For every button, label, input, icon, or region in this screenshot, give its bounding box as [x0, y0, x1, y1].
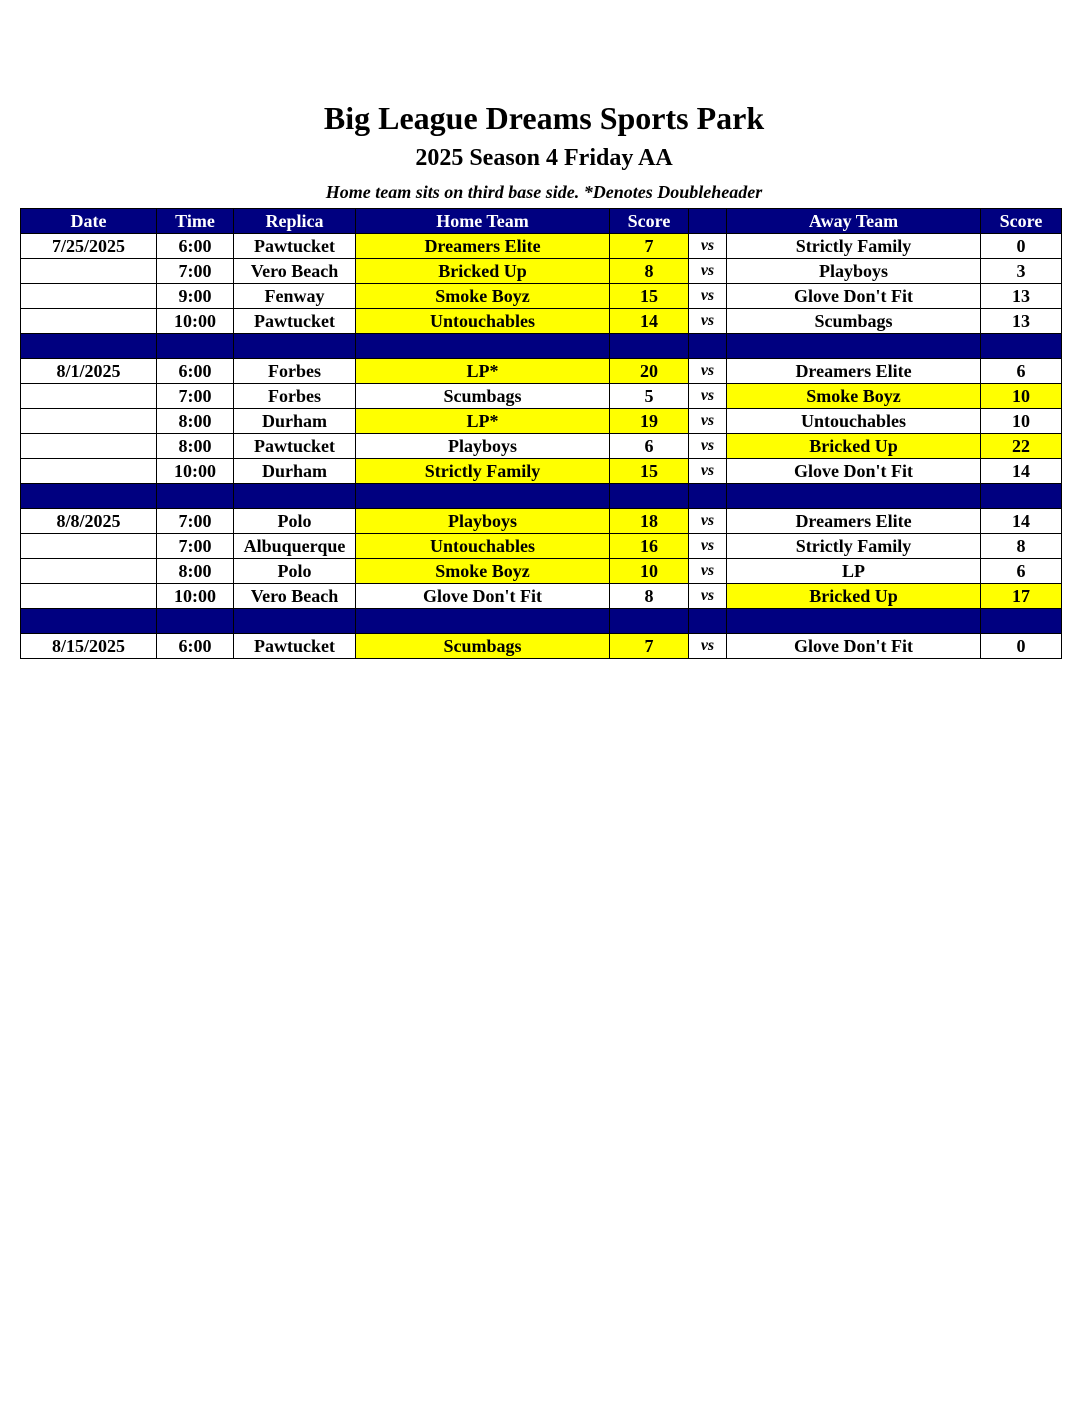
away-score-cell: 14 [981, 509, 1062, 534]
home-score-cell: 6 [610, 434, 689, 459]
time-cell: 10:00 [157, 309, 234, 334]
header-home-team: Home Team [356, 209, 610, 234]
vs-cell: vs [689, 534, 727, 559]
replica-cell: Durham [234, 409, 356, 434]
replica-cell: Albuquerque [234, 534, 356, 559]
date-cell [21, 559, 157, 584]
home-score-cell: 15 [610, 459, 689, 484]
separator-cell [234, 484, 356, 509]
schedule-body [21, 234, 1062, 659]
time-cell: 8:00 [157, 409, 234, 434]
replica-cell: Durham [234, 459, 356, 484]
home-team-cell: Strictly Family [356, 459, 610, 484]
time-cell: 10:00 [157, 459, 234, 484]
separator-cell [727, 334, 981, 359]
away-score-cell: 6 [981, 559, 1062, 584]
away-score-cell: 13 [981, 309, 1062, 334]
vs-cell: vs [689, 359, 727, 384]
home-team-cell: Glove Don't Fit [356, 584, 610, 609]
away-score-cell: 3 [981, 259, 1062, 284]
away-score-cell: 22 [981, 434, 1062, 459]
separator-cell [610, 334, 689, 359]
vs-cell: vs [689, 384, 727, 409]
separator-cell [21, 334, 157, 359]
time-cell: 6:00 [157, 634, 234, 659]
away-score-cell: 10 [981, 409, 1062, 434]
home-team-cell: Smoke Boyz [356, 559, 610, 584]
home-team-cell: LP* [356, 409, 610, 434]
time-cell: 7:00 [157, 509, 234, 534]
time-cell: 8:00 [157, 434, 234, 459]
replica-cell: Vero Beach [234, 584, 356, 609]
home-score-cell: 5 [610, 384, 689, 409]
separator-cell [157, 609, 234, 634]
vs-cell: vs [689, 259, 727, 284]
replica-cell: Polo [234, 559, 356, 584]
date-cell [21, 309, 157, 334]
home-score-cell: 7 [610, 234, 689, 259]
home-team-cell: LP* [356, 359, 610, 384]
separator-cell [689, 609, 727, 634]
vs-cell: vs [689, 459, 727, 484]
replica-cell: Pawtucket [234, 309, 356, 334]
date-cell [21, 284, 157, 309]
header-home-score: Score [610, 209, 689, 234]
table-row [21, 634, 1062, 659]
home-score-cell: 10 [610, 559, 689, 584]
table-row [21, 534, 1062, 559]
replica-cell: Pawtucket [234, 434, 356, 459]
vs-cell: vs [689, 634, 727, 659]
separator-cell [610, 484, 689, 509]
date-cell: 8/15/2025 [21, 634, 157, 659]
away-score-cell: 10 [981, 384, 1062, 409]
vs-cell: vs [689, 559, 727, 584]
separator-row [21, 609, 1062, 634]
vs-cell: vs [689, 434, 727, 459]
time-cell: 7:00 [157, 534, 234, 559]
table-row [21, 384, 1062, 409]
away-score-cell: 13 [981, 284, 1062, 309]
away-team-cell: Dreamers Elite [727, 509, 981, 534]
vs-cell: vs [689, 309, 727, 334]
time-cell: 7:00 [157, 259, 234, 284]
away-team-cell: LP [727, 559, 981, 584]
replica-cell: Forbes [234, 359, 356, 384]
separator-cell [234, 334, 356, 359]
replica-cell: Pawtucket [234, 234, 356, 259]
date-cell [21, 434, 157, 459]
separator-cell [21, 484, 157, 509]
table-row [21, 584, 1062, 609]
separator-cell [356, 484, 610, 509]
away-team-cell: Glove Don't Fit [727, 459, 981, 484]
table-row [21, 459, 1062, 484]
separator-cell [727, 609, 981, 634]
date-cell [21, 409, 157, 434]
home-score-cell: 8 [610, 584, 689, 609]
page-subtitle: 2025 Season 4 Friday AA [415, 145, 673, 171]
separator-cell [356, 609, 610, 634]
date-cell [21, 534, 157, 559]
date-cell: 7/25/2025 [21, 234, 157, 259]
table-row [21, 309, 1062, 334]
replica-cell: Vero Beach [234, 259, 356, 284]
table-row [21, 509, 1062, 534]
home-team-cell: Untouchables [356, 534, 610, 559]
table-row [21, 234, 1062, 259]
home-team-cell: Untouchables [356, 309, 610, 334]
vs-cell: vs [689, 234, 727, 259]
separator-cell [234, 609, 356, 634]
header-vs [689, 209, 727, 234]
separator-row [21, 334, 1062, 359]
separator-cell [157, 334, 234, 359]
home-team-cell: Playboys [356, 509, 610, 534]
home-score-cell: 7 [610, 634, 689, 659]
replica-cell: Fenway [234, 284, 356, 309]
header-row [21, 209, 1062, 234]
replica-cell: Pawtucket [234, 634, 356, 659]
home-score-cell: 19 [610, 409, 689, 434]
separator-cell [21, 609, 157, 634]
separator-cell [689, 334, 727, 359]
vs-cell: vs [689, 409, 727, 434]
page-title: Big League Dreams Sports Park [323, 100, 765, 136]
separator-cell [356, 334, 610, 359]
vs-cell: vs [689, 284, 727, 309]
away-score-cell: 0 [981, 234, 1062, 259]
away-team-cell: Bricked Up [727, 434, 981, 459]
separator-cell [981, 609, 1062, 634]
date-cell [21, 584, 157, 609]
away-team-cell: Glove Don't Fit [727, 284, 981, 309]
date-cell [21, 259, 157, 284]
home-score-cell: 8 [610, 259, 689, 284]
replica-cell: Polo [234, 509, 356, 534]
time-cell: 10:00 [157, 584, 234, 609]
away-team-cell: Untouchables [727, 409, 981, 434]
header-away-team: Away Team [727, 209, 981, 234]
schedule-note: Home team sits on third base side. *Denotes Doubleheader [325, 182, 763, 202]
separator-cell [610, 609, 689, 634]
table-row [21, 259, 1062, 284]
home-team-cell: Scumbags [356, 634, 610, 659]
separator-cell [981, 484, 1062, 509]
date-cell: 8/8/2025 [21, 509, 157, 534]
away-score-cell: 0 [981, 634, 1062, 659]
table-row [21, 434, 1062, 459]
home-team-cell: Dreamers Elite [356, 234, 610, 259]
home-score-cell: 16 [610, 534, 689, 559]
time-cell: 6:00 [157, 359, 234, 384]
home-score-cell: 15 [610, 284, 689, 309]
home-team-cell: Scumbags [356, 384, 610, 409]
away-team-cell: Strictly Family [727, 234, 981, 259]
away-team-cell: Strictly Family [727, 534, 981, 559]
header-date: Date [21, 209, 157, 234]
separator-cell [981, 334, 1062, 359]
home-score-cell: 14 [610, 309, 689, 334]
time-cell: 7:00 [157, 384, 234, 409]
away-score-cell: 8 [981, 534, 1062, 559]
separator-cell [689, 484, 727, 509]
vs-cell: vs [689, 584, 727, 609]
away-score-cell: 17 [981, 584, 1062, 609]
separator-cell [727, 484, 981, 509]
time-cell: 6:00 [157, 234, 234, 259]
home-score-cell: 18 [610, 509, 689, 534]
date-cell: 8/1/2025 [21, 359, 157, 384]
table-row [21, 284, 1062, 309]
table-row [21, 409, 1062, 434]
header-time: Time [157, 209, 234, 234]
separator-row [21, 484, 1062, 509]
table-row [21, 359, 1062, 384]
vs-cell: vs [689, 509, 727, 534]
away-team-cell: Dreamers Elite [727, 359, 981, 384]
schedule-table [20, 208, 1062, 659]
away-team-cell: Playboys [727, 259, 981, 284]
replica-cell: Forbes [234, 384, 356, 409]
table-row [21, 559, 1062, 584]
time-cell: 9:00 [157, 284, 234, 309]
header-replica: Replica [234, 209, 356, 234]
away-team-cell: Bricked Up [727, 584, 981, 609]
date-cell [21, 459, 157, 484]
home-team-cell: Playboys [356, 434, 610, 459]
away-score-cell: 14 [981, 459, 1062, 484]
away-team-cell: Glove Don't Fit [727, 634, 981, 659]
away-team-cell: Scumbags [727, 309, 981, 334]
away-score-cell: 6 [981, 359, 1062, 384]
away-team-cell: Smoke Boyz [727, 384, 981, 409]
time-cell: 8:00 [157, 559, 234, 584]
date-cell [21, 384, 157, 409]
header-away-score: Score [981, 209, 1062, 234]
separator-cell [157, 484, 234, 509]
home-team-cell: Smoke Boyz [356, 284, 610, 309]
home-score-cell: 20 [610, 359, 689, 384]
home-team-cell: Bricked Up [356, 259, 610, 284]
